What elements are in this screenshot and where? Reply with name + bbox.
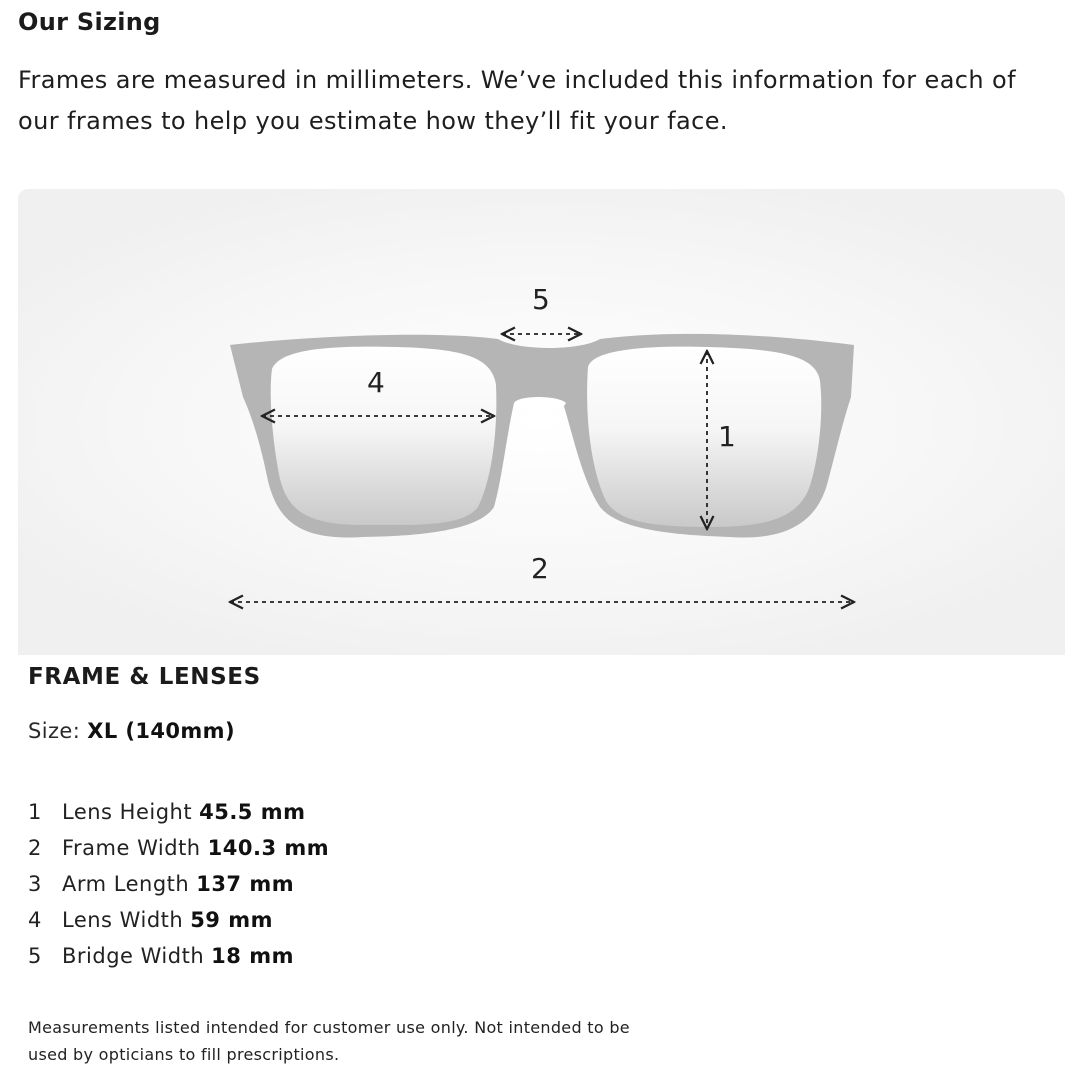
right-lens [587, 347, 821, 527]
marker-lens-height: 1 [718, 420, 736, 453]
marker-frame-width: 2 [531, 552, 549, 585]
measurement-number: 5 [28, 944, 42, 968]
size-label: Size: [28, 719, 81, 743]
marker-bridge-width: 5 [532, 283, 550, 316]
measurement-value: 45.5 mm [199, 800, 306, 824]
measurement-label: Frame Width [62, 836, 201, 860]
sizing-diagram [18, 189, 1065, 655]
intro-text: Frames are measured in millimeters. We’ve included this information for each of our frames to help you estimate how they’ll fit your face. [18, 66, 1016, 135]
measurement-arm-length [28, 866, 329, 902]
measurement-label: Bridge Width [62, 944, 205, 968]
measurement-number: 1 [28, 800, 42, 824]
measurement-value: 140.3 mm [207, 836, 330, 860]
glasses-illustration [18, 189, 1065, 655]
measurements-list [28, 794, 329, 974]
measurement-lens-height [28, 794, 329, 830]
size-value: XL (140mm) [87, 719, 235, 743]
measurement-label: Lens Width [62, 908, 184, 932]
size-line [28, 719, 235, 743]
measurement-lens-width [28, 902, 329, 938]
measurement-value: 59 mm [190, 908, 273, 932]
frame-lenses-heading: FRAME & LENSES [28, 664, 261, 690]
measurement-value: 137 mm [196, 872, 295, 896]
measurement-number: 4 [28, 908, 42, 932]
measurement-number: 3 [28, 872, 42, 896]
measurement-frame-width [28, 830, 329, 866]
measurement-bridge-width [28, 938, 329, 974]
page-title: Our Sizing [18, 8, 161, 36]
measurement-value: 18 mm [211, 944, 294, 968]
measurement-number: 2 [28, 836, 42, 860]
disclaimer-text: Measurements listed intended for customer use only. Not intended to be used by opticians to fill prescriptions. [28, 1018, 630, 1064]
measurement-label: Arm Length [62, 872, 190, 896]
marker-lens-width: 4 [367, 366, 385, 399]
measurement-label: Lens Height [62, 800, 193, 824]
